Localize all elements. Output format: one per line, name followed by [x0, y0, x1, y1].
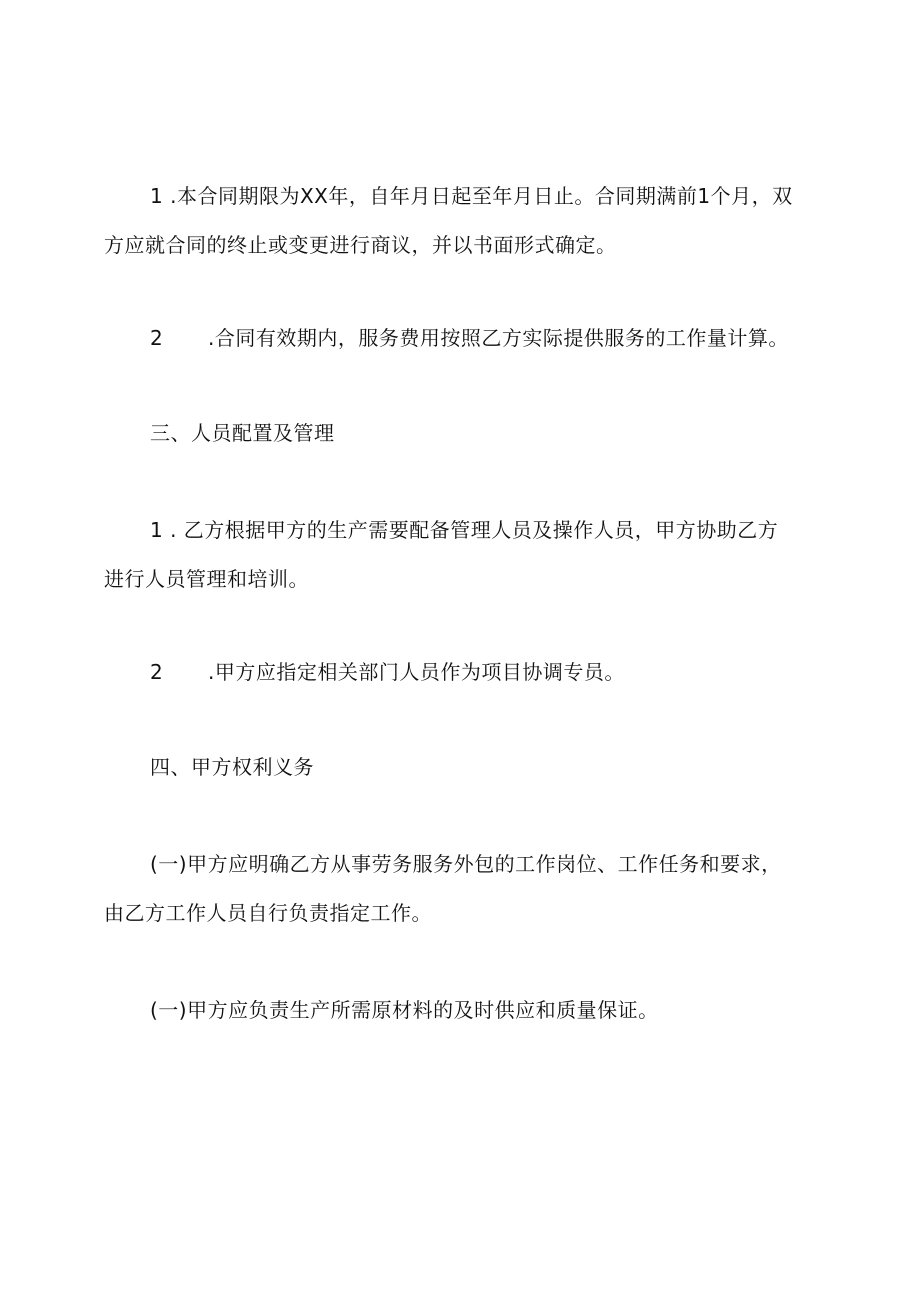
clause-party-a-1-line-1: (一)甲方应明确乙方从事劳务服务外包的工作岗位、工作任务和要求， [150, 852, 782, 876]
clause-period-2 [150, 326, 789, 350]
section-4-heading: 四、甲方权利义务 [150, 755, 314, 779]
clause-party-a-1-line-2: 由乙方工作人员自行负责指定工作。 [104, 901, 432, 925]
clause-text: .本合同期限为XX年，自年月日起至年月日止。合同期满前1个月，双 [163, 184, 793, 208]
clause-party-a-2: (一)甲方应负责生产所需原材料的及时供应和质量保证。 [150, 998, 659, 1022]
clause-period-1-line-2: 方应就合同的终止或变更进行商议，并以书面形式确定。 [104, 233, 617, 257]
clause-staff-1-line-1 [150, 518, 778, 542]
clause-staff-1-line-2: 进行人员管理和培训。 [104, 567, 309, 591]
clause-text: .合同有效期内，服务费用按照乙方实际提供服务的工作量计算。 [208, 326, 789, 350]
clause-staff-2 [150, 660, 625, 684]
clause-number: 1 [150, 184, 164, 208]
section-3-heading: 三、人员配置及管理 [150, 421, 335, 445]
clause-number: 1 [150, 518, 164, 542]
clause-text: .甲方应指定相关部门人员作为项目协调专员。 [208, 660, 625, 684]
clause-period-1-line-1 [150, 184, 793, 208]
clause-number: 2 [150, 326, 164, 350]
clause-number: 2 [150, 660, 164, 684]
clause-text: . 乙方根据甲方的生产需要配备管理人员及操作人员，甲方协助乙方 [163, 518, 779, 542]
